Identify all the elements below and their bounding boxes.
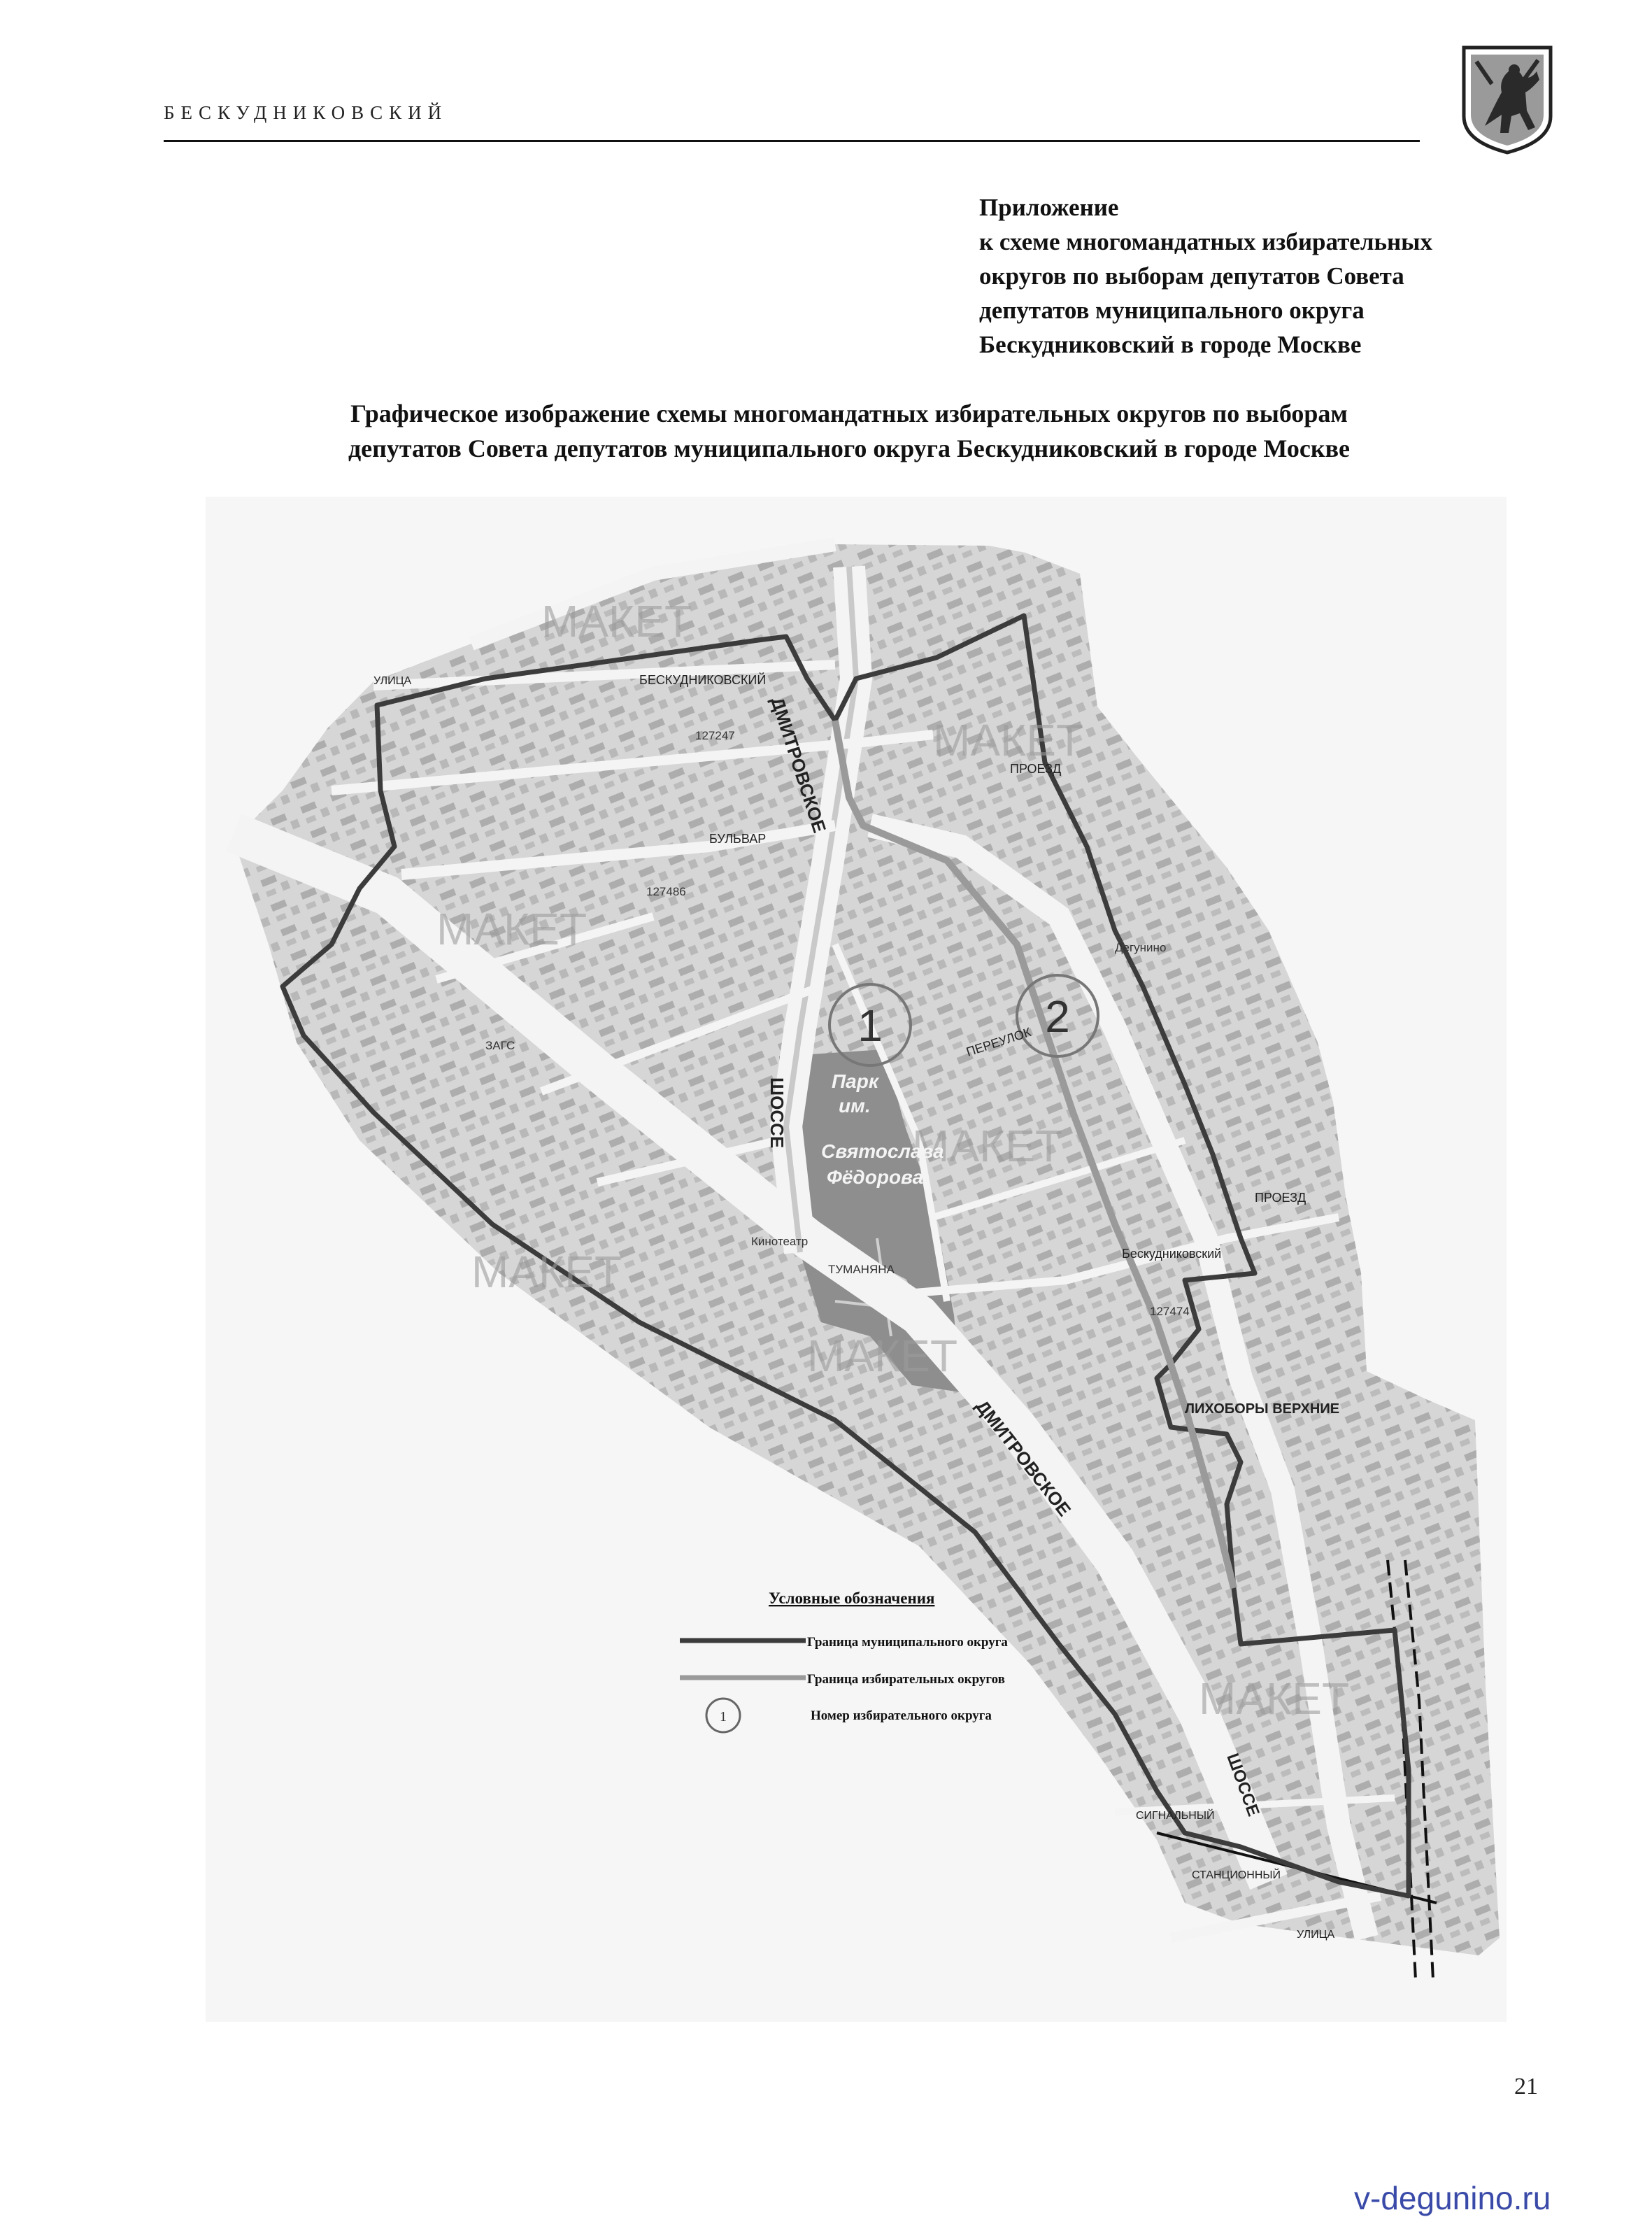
road-label: ШОССЕ — [767, 1077, 788, 1149]
poi-label: Кинотеатр — [751, 1235, 809, 1248]
road-label: ПРОЕЗД — [1255, 1191, 1306, 1205]
district-label: ЛИХОБОРЫ ВЕРХНИЕ — [1185, 1401, 1340, 1417]
district-number: 2 — [1045, 991, 1070, 1042]
district-header-title: БЕСКУДНИКОВСКИЙ — [164, 102, 448, 123]
poi-label: 127247 — [695, 729, 735, 742]
graphic-title-line: депутатов Совета депутатов муниципального округа Бескудниковский в городе Москве — [348, 434, 1351, 462]
appendix-line: к схеме многомандатных избирательных — [979, 228, 1432, 255]
road-label: УЛИЦА — [373, 675, 412, 687]
graphic-title-line: Графическое изображение схемы многомандатных избирательных округов по выборам — [350, 399, 1348, 427]
footer-watermark-url: v-degunino.ru — [1354, 2180, 1551, 2216]
legend-number-symbol: 1 — [720, 1709, 727, 1724]
road-label: ШОССЕ — [1223, 1750, 1263, 1819]
district-number: 1 — [857, 1000, 883, 1051]
map-legend — [680, 1589, 1008, 1732]
watermark: МАКЕТ — [436, 904, 588, 954]
watermark: МАКЕТ — [471, 1247, 622, 1297]
road-label: СТАНЦИОННЫЙ — [1192, 1869, 1281, 1881]
road-label: ПЕРЕУЛОК — [964, 1025, 1033, 1059]
legend-label: Граница муниципального округа — [807, 1635, 1008, 1650]
watermark: МАКЕТ — [933, 715, 1084, 765]
road-label: ПРОЕЗД — [1010, 762, 1062, 776]
road-label: ДМИТРОВСКОЕ — [767, 694, 831, 835]
page-number: 21 — [1514, 2074, 1538, 2099]
poi-label: Дегунино — [1115, 941, 1167, 954]
road-label: ДМИТРОВСКОЕ — [971, 1396, 1076, 1520]
poi-label: 127486 — [646, 885, 686, 898]
appendix-line: Приложение — [979, 194, 1119, 221]
watermark: МАКЕТ — [1199, 1673, 1350, 1724]
appendix-caption — [979, 190, 1609, 362]
poi-label: 127474 — [1150, 1305, 1190, 1318]
header-rule — [164, 140, 1420, 142]
watermark: МАКЕТ — [541, 596, 692, 646]
poi-label: ТУМАНЯНА — [828, 1263, 895, 1276]
poi-label: ЗАГС — [485, 1039, 515, 1052]
appendix-line: Бескудниковский в городе Москве — [979, 331, 1362, 358]
park-label: Святослава — [821, 1140, 944, 1162]
road-label: УЛИЦА — [1297, 1929, 1335, 1941]
road-label: СИГНАЛЬНЫЙ — [1136, 1810, 1215, 1822]
road-label: БУЛЬВАР — [709, 832, 767, 846]
park-label: им. — [839, 1095, 871, 1117]
road-label: БЕСКУДНИКОВСКИЙ — [639, 673, 767, 687]
appendix-line: округов по выборам депутатов Совета — [979, 262, 1404, 290]
park-label: Парк — [832, 1070, 879, 1092]
district-emblem-icon — [1458, 43, 1556, 155]
appendix-line: депутатов муниципального округа — [979, 297, 1365, 324]
legend-title: Условные обозначения — [769, 1589, 935, 1607]
road-label: Бескудниковский — [1122, 1247, 1222, 1261]
graphic-title — [164, 396, 1534, 466]
map-canvas — [206, 497, 1507, 2022]
watermark: МАКЕТ — [807, 1331, 958, 1381]
electoral-district-map — [206, 497, 1507, 2022]
park-label: Фёдорова — [827, 1166, 924, 1188]
legend-label: Граница избирательных округов — [807, 1672, 1005, 1687]
watermark: МАКЕТ — [912, 1121, 1063, 1171]
legend-label: Номер избирательного округа — [811, 1708, 992, 1723]
